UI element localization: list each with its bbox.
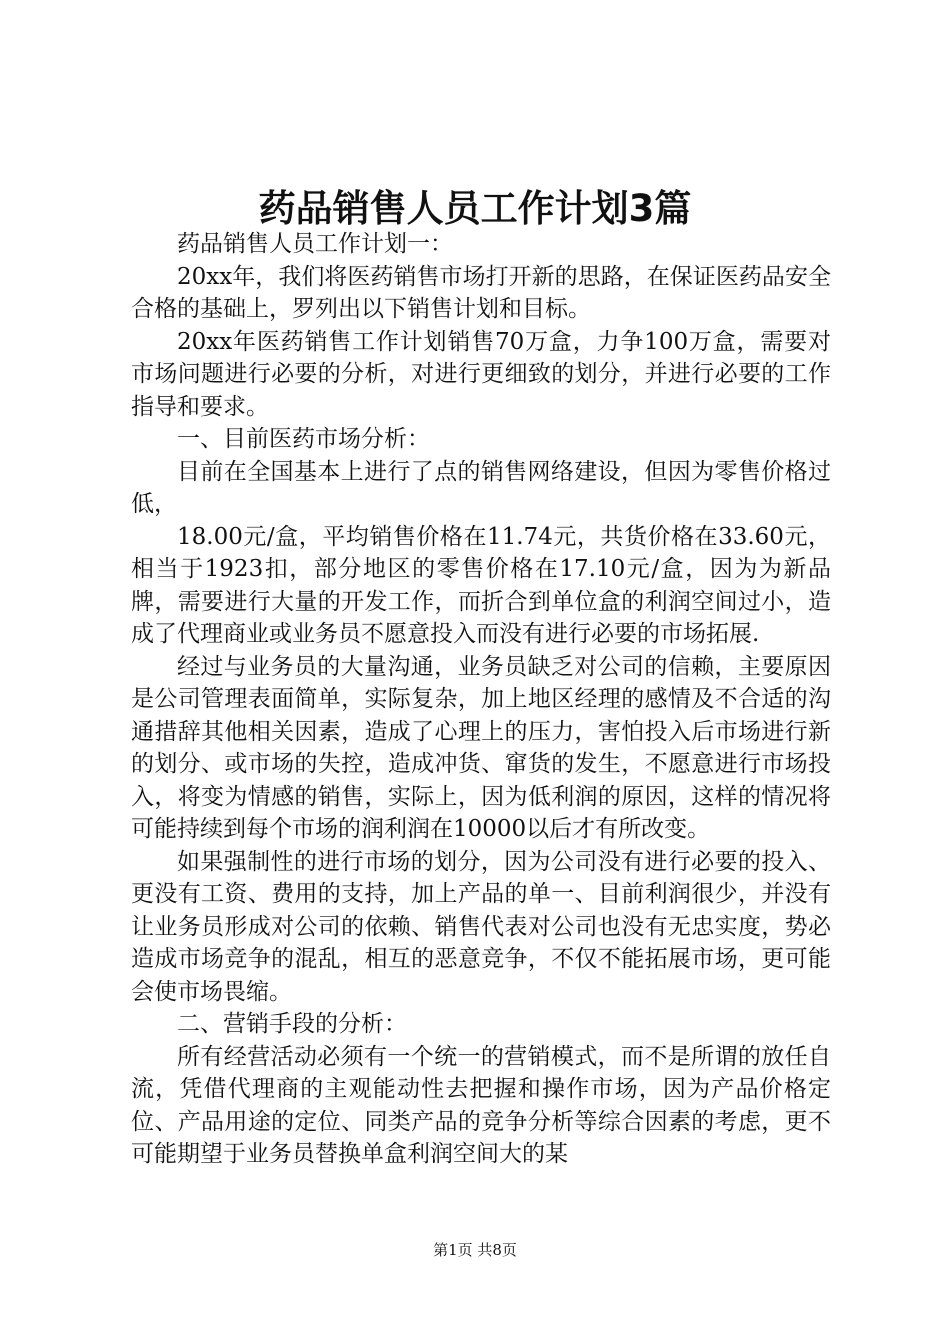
paragraph-marketing-model: 所有经营活动必须有一个统一的营销模式，而不是所谓的放任自流，凭借代理商的主观能动性去把握和操作市场，因为产品价格定位、产品用途的定位、同类产品的竞争分析等综合因素的考虑，更不可能期望于业务员替换单盒利润空间大的某 [131, 1043, 831, 1167]
document-body [131, 228, 831, 1171]
paragraph-market-division: 如果强制性的进行市场的划分，因为公司没有进行必要的投入、更没有工资、费用的支持，加上产品的单一、目前利润很少，并没有让业务员形成对公司的依赖、销售代表对公司也没有无忠实度，势必造成市场竞争的混乱，相互的恶意竞争，不仅不能拓展市场，更可能会使市场畏缩。 [131, 848, 831, 1005]
section-heading-marketing-analysis: 二、营销手段的分析： [177, 1011, 407, 1037]
paragraph-sales-target: 20xx年医药销售工作计划销售70万盒，力争100万盒，需要对市场问题进行必要的分析，对进行更细致的划分，并进行必要的工作指导和要求。 [131, 328, 831, 420]
paragraph-communication: 经过与业务员的大量沟通，业务员缺乏对公司的信赖，主要原因是公司管理表面简单，实际复杂，加上地区经理的感情及不合适的沟通措辞其他相关因素，造成了心理上的压力，害怕投入后市场进行新的划分、或市场的失控，造成冲货、窜货的发生，不愿意进行市场投入，将变为情感的销售，实际上，因为低利润的原因，这样的情况将可能持续到每个市场的润利润在10000以后才有所改变。 [131, 653, 831, 842]
paragraph-pricing: 18.00元/盒，平均销售价格在11.74元，共货价格在33.60元，相当于1923扣，部分地区的零售价格在17.10元/盒，因为为新品牌，需要进行大量的开发工作，而折合到单位盒的利润空间过小，造成了代理商业或业务员不愿意投入而没有进行必要的市场拓展. [131, 523, 831, 647]
paragraph-intro: 20xx年，我们将医药销售市场打开新的思路，在保证医药品安全合格的基础上，罗列出以下销售计划和目标。 [131, 263, 831, 322]
section-heading-market-analysis: 一、目前医药市场分析： [177, 426, 430, 452]
paragraph-heading-plan-one: 药品销售人员工作计划一： [177, 231, 453, 257]
document-title: 药品销售人员工作计划3篇 [258, 187, 692, 230]
paragraph-network: 目前在全国基本上进行了点的销售网络建设，但因为零售价格过低， [131, 458, 831, 517]
page-number-footer: 第1页 共8页 [433, 1241, 517, 1259]
